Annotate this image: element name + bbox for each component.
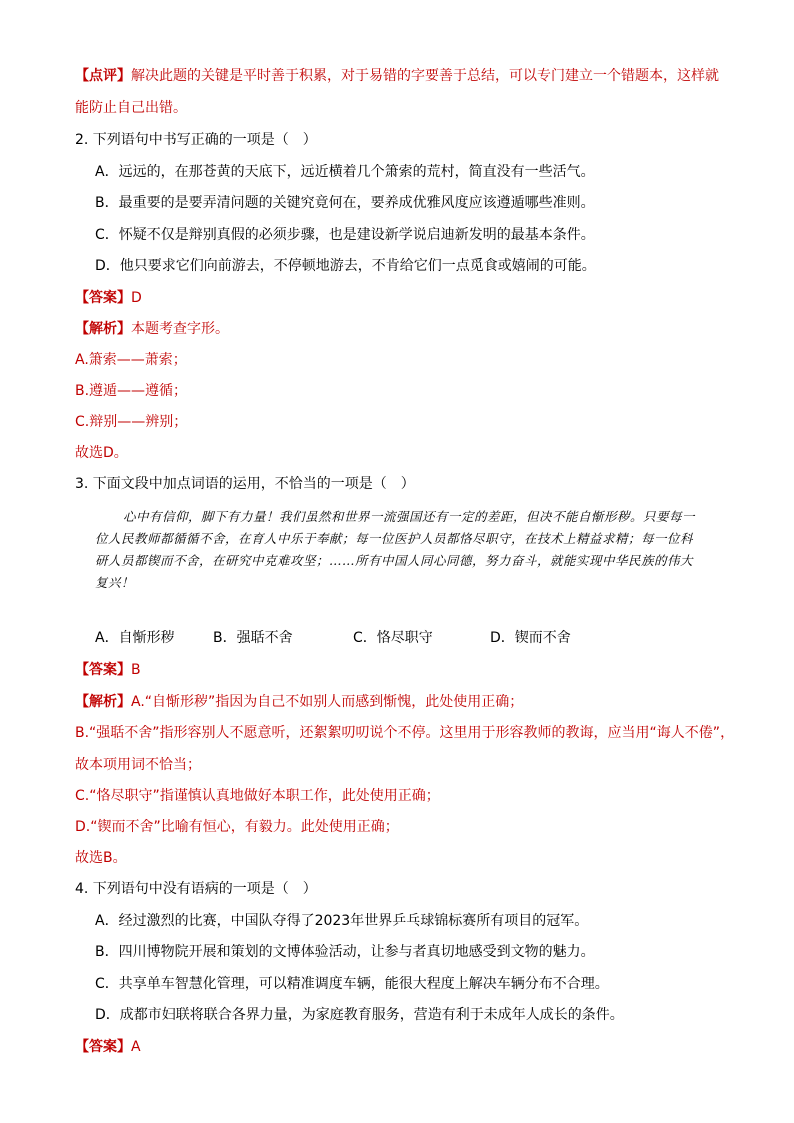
q2-conclusion: 故选D。 (75, 445, 128, 461)
q2-answer-value: D (131, 290, 142, 306)
q2-detail-b: B.遵遁——遵循； (75, 383, 188, 399)
q3-detail-c: C.“恪尽职守”指谨慎认真地做好本职工作，此处使用正确； (75, 788, 440, 804)
q2-stem: 2. 下列语句中书写正确的一项是（ ） (75, 132, 317, 148)
q4-option-c: C．共享单车智慧化管理，可以精准调度车辆，能很大程度上解决车辆分布不合理。 (95, 976, 609, 992)
q3-stem: 3. 下面文段中加点词语的运用，不恰当的一项是（ ） (75, 476, 415, 492)
q2-analysis-tag: 【解析】 (75, 321, 131, 337)
q3-analysis (75, 692, 523, 712)
q3-detail-b-line-2: 故本项用词不恰当； (75, 757, 201, 773)
q2-option-c: C．怀疑不仅是辩别真假的必须步骤，也是建设新学说启迪新发明的最基本条件。 (95, 227, 595, 243)
q3-conclusion: 故选B。 (75, 850, 127, 866)
q2-answer (75, 288, 142, 308)
q2-option-b: B．最重要的是要弄清问题的关键究竟何在，要养成优雅风度应该遵遁哪些准则。 (95, 195, 595, 211)
q3-passage-line-1: 心中有信仰，脚下有力量！我们虽然和世界一流强国还有一定的差距，但决不能自惭形秽。只要每一 (123, 509, 696, 524)
q3-detail-b-line-1: B.“强聒不舍”指形容别人不愿意听，还絮絮叨叨说个不停。这里用于形容教师的教诲，应当用“诲人不倦”， (75, 725, 735, 741)
q2-option-a: A．远远的，在那苍黄的天底下，远近横着几个箫索的荒村，简直没有一些活气。 (95, 164, 595, 180)
comment-text-1: 解决此题的关键是平时善于积累，对于易错的字要善于总结，可以专门建立一个错题本，这样就 (131, 68, 719, 84)
q4-stem: 4. 下列语句中没有语病的一项是（ ） (75, 881, 317, 897)
q3-option-a: A．自惭形秽 (95, 630, 175, 646)
q3-passage-line-4: 复兴！ (95, 575, 135, 590)
q3-passage-line-3: 研人员都锲而不舍，在研究中克难攻坚；……所有中国人同心同德，努力奋斗，就能实现中华民族的伟大 (95, 553, 694, 568)
q4-answer-tag: 【答案】 (75, 1039, 131, 1055)
q3-analysis-tag: 【解析】 (75, 694, 131, 710)
q2-analysis-text: 本题考查字形。 (131, 321, 229, 337)
q3-option-b: B．强聒不舍 (213, 630, 293, 646)
comment-line-1 (75, 66, 719, 86)
q3-answer-tag: 【答案】 (75, 662, 131, 678)
q3-passage-line-2: 位人民教师都循循不舍，在育人中乐于奉献；每一位医护人员都恪尽职守，在技术上精益求精；每一位科 (95, 531, 694, 546)
q3-answer (75, 660, 141, 680)
q3-passage (95, 506, 725, 594)
q4-option-a: A．经过激烈的比赛，中国队夺得了2023年世界乒乓球锦标赛所有项目的冠军。 (95, 913, 589, 929)
q3-option-d: D．锲而不舍 (490, 630, 571, 646)
q2-option-d: D．他只要求它们向前游去，不停顿地游去，不肯给它们一点觅食或嬉闹的可能。 (95, 258, 596, 274)
q3-answer-value: B (131, 662, 141, 678)
q2-answer-tag: 【答案】 (75, 290, 131, 306)
q4-option-b: B．四川博物院开展和策划的文博体验活动，让参与者真切地感受到文物的魅力。 (95, 944, 595, 960)
q4-option-d: D．成都市妇联将联合各界力量，为家庭教育服务，营造有利于未成年人成长的条件。 (95, 1007, 624, 1023)
q2-detail-a: A.箫索——萧索； (75, 352, 187, 368)
q3-detail-d: D.“锲而不舍”比喻有恒心，有毅力。此处使用正确； (75, 819, 399, 835)
q3-option-c: C．恪尽职守 (353, 630, 433, 646)
comment-tag: 【点评】 (75, 68, 131, 84)
q3-analysis-text: A.“自惭形秽”指因为自己不如别人而感到惭愧，此处使用正确； (131, 694, 524, 710)
q2-detail-c: C.辩别——辨别； (75, 414, 188, 430)
q4-answer (75, 1037, 141, 1057)
q4-answer-value: A (131, 1039, 141, 1055)
q2-analysis (75, 319, 229, 339)
comment-line-2: 能防止自己出错。 (75, 100, 187, 116)
